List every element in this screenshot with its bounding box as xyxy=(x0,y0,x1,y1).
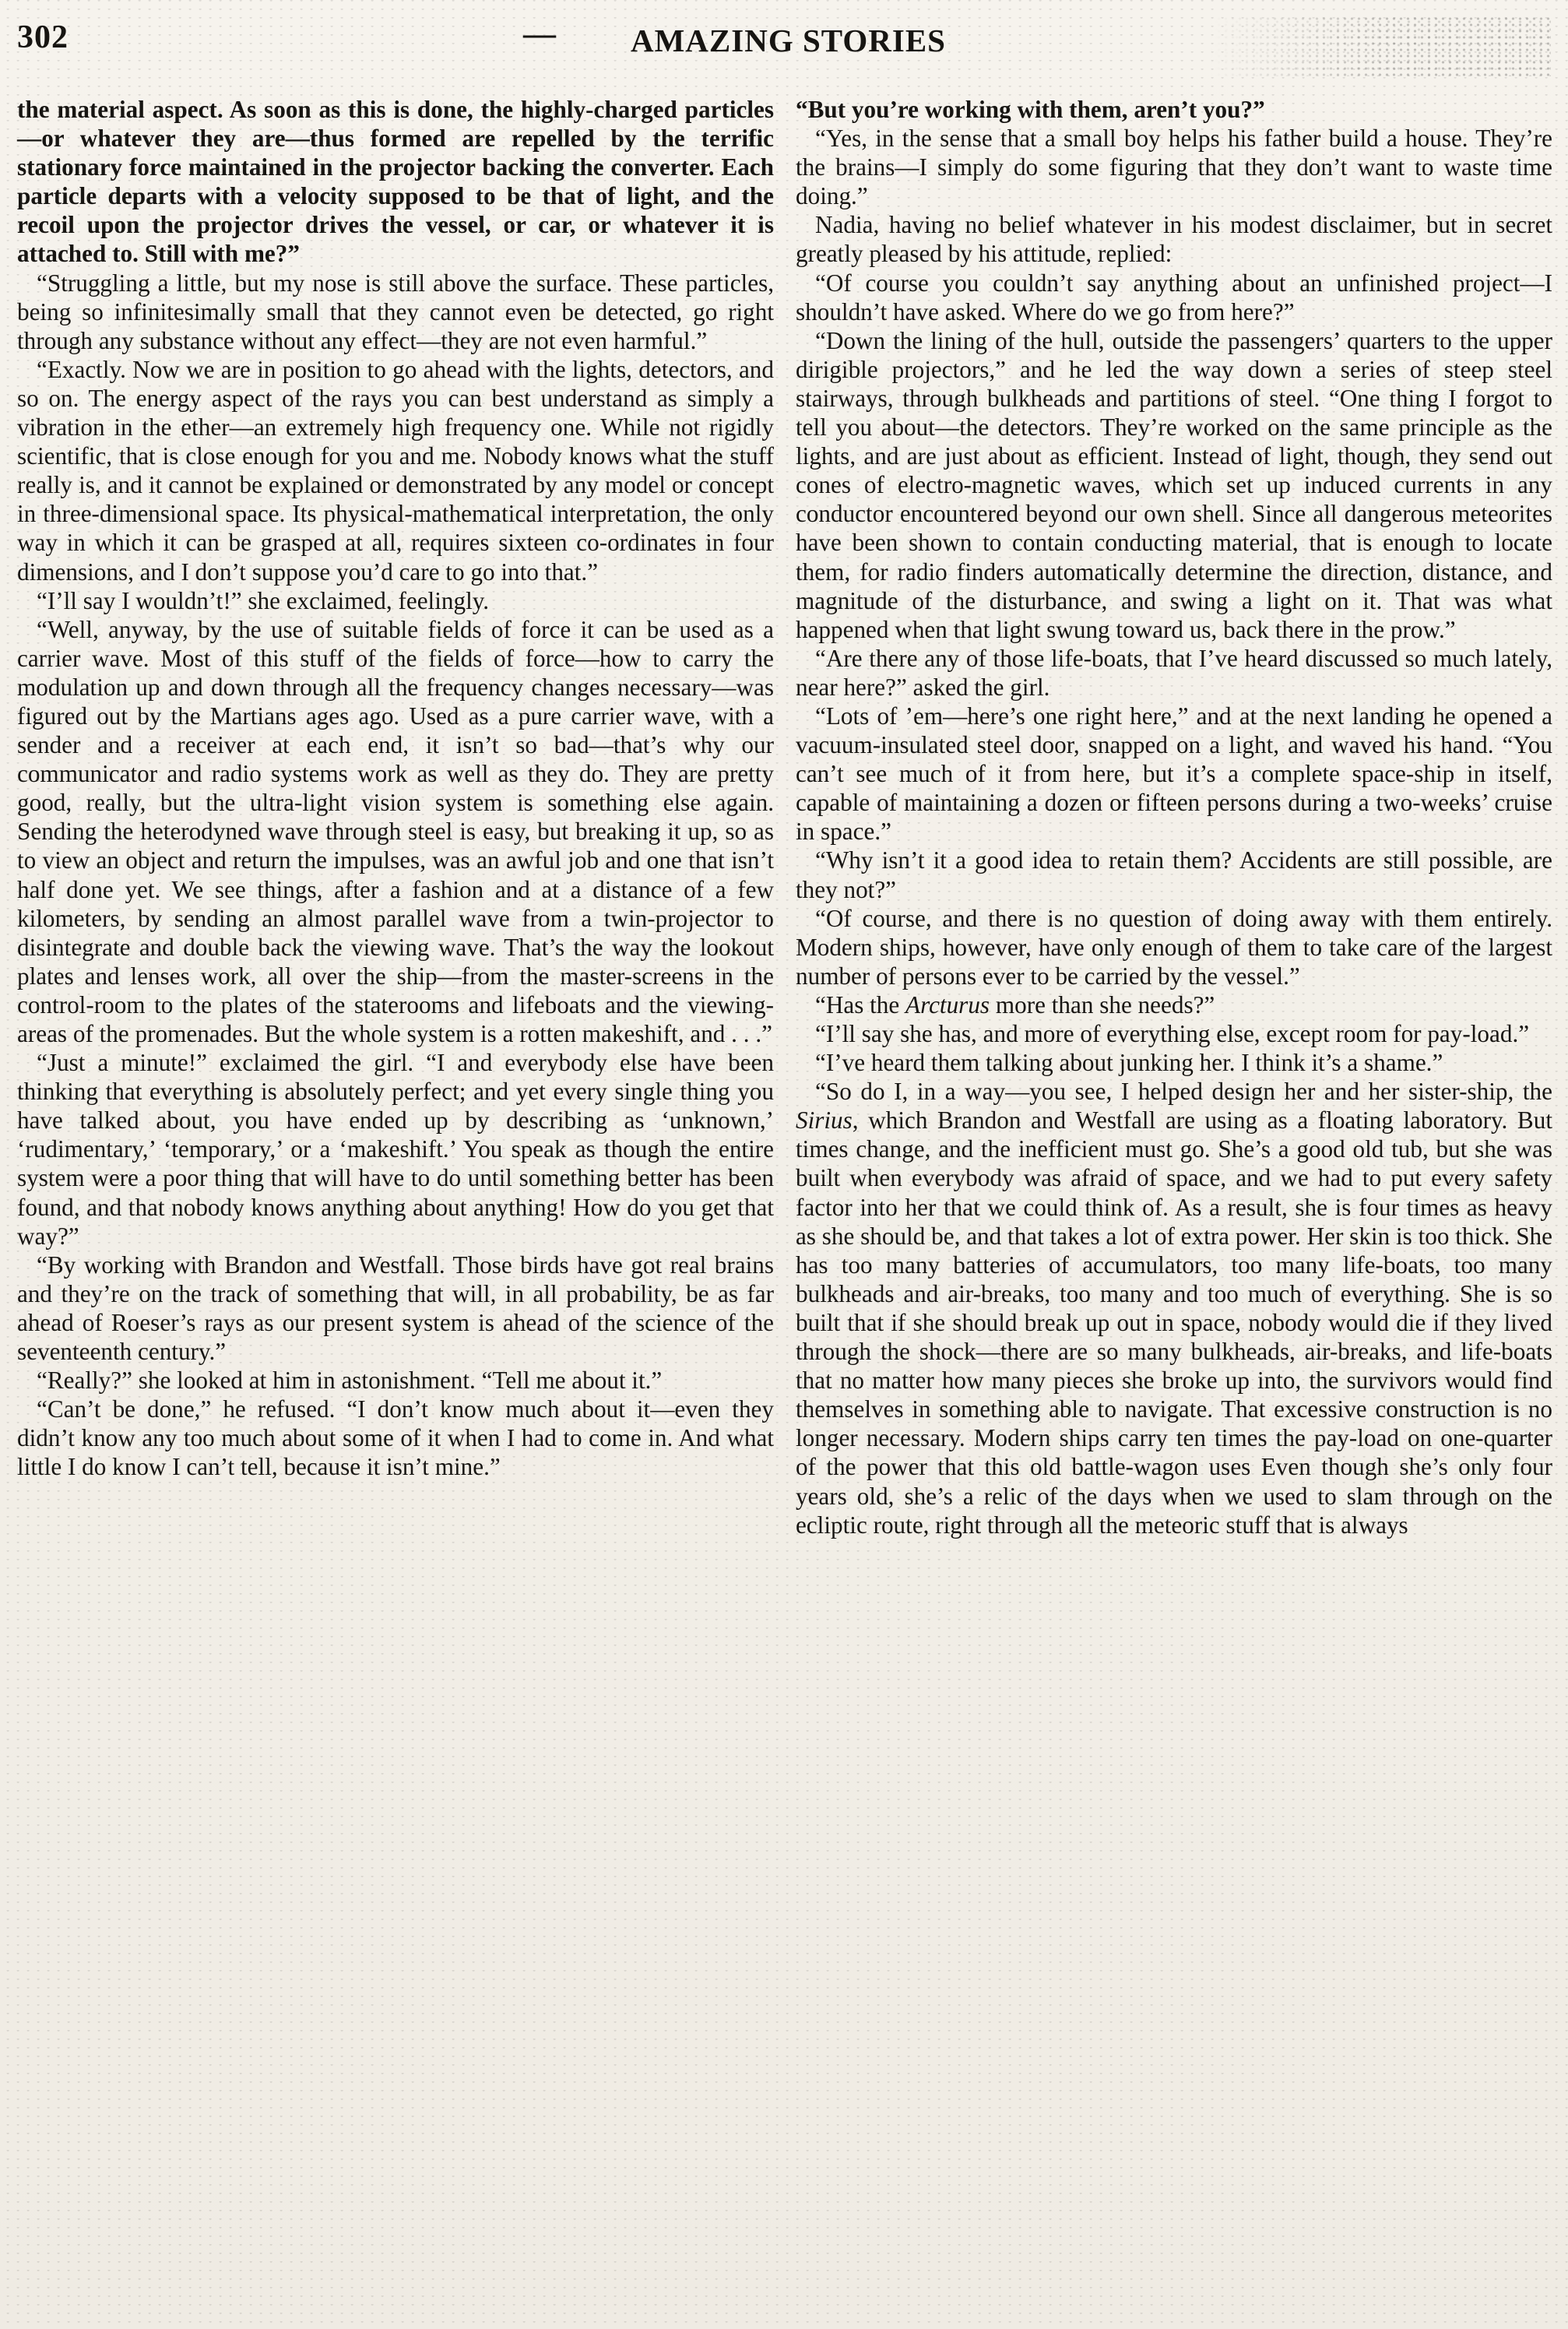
right-paragraph-11: “I’ll say she has, and more of everything else, except room for pay-load.” xyxy=(815,1020,1530,1047)
left-column xyxy=(17,95,774,2314)
right-paragraph-1: “But you’re working with them, aren’t you?” xyxy=(796,96,1265,123)
left-paragraph-5: “Well, anyway, by the use of suitable fields of force it can be used as a carrier wave. Most of this stuff of the fields of force—how to carry the modulation up and down through all the frequency changes necessary—was figured out by the Martians ages ago. Used as a pure carrier wave, with a sender and a receiver at each end, it isn’t so bad—that’s why our communicator and radio systems work as well as they do. They are pretty good, really, but the ultra-light vision system is something else again. Sending the heterodyned wave through steel is easy, but breaking it up, so as to view an object and return the impulses, was an awful job and one that isn’t half done yet. We see things, after a fashion and at a distance of a few kilometers, by sending an almost parallel wave from a twin-projector to disintegrate and double back the viewing wave. That’s the way the lookout plates and lenses work, all over the ship—from the master-screens in the control-room to the plates of the staterooms and lifeboats and the viewing-areas of the promenades. But the whole system is a rotten makeshift, and . . .” xyxy=(17,615,774,1047)
left-paragraph-1: the material aspect. As soon as this is done, the highly-charged particles—or whatever they are—thus formed are repelled by the terrific stationary force maintained in the projector backing the converter. Each particle departs with a velocity supposed to be that of light, and the recoil upon the projector drives the vessel, or car, or whatever it is attached to. Still with me?” xyxy=(17,96,774,268)
right-paragraph-7: “Lots of ’em—here’s one right here,” and at the next landing he opened a vacuum-insulated steel door, snapped on a light, and waved his hand. “You can’t see much of it from here, but it’s a complete space-ship in itself, capable of maintaining a dozen or fifteen persons during a two-weeks’ cruise in space.” xyxy=(796,702,1552,846)
right-paragraph-5: “Down the lining of the hull, outside the passengers’ quarters to the upper dirigible projectors,” and he led the way down a series of steep steel stairways, through bulkheads and partitions of steel. “One thing I forgot to tell you about—the detectors. They’re worked on the same principle as the lights, and are just about as efficient. Instead of light, though, they send out cones of electro-magnetic waves, which set up induced currents in any conductor encountered beyond our own shell. Since all dangerous meteorites have been shown to contain conducting material, that is enough to locate them, for radio finders automatically determine the direction, distance, and magnitude of the disturbance, and swing a light on it. That was what happened when that light swung toward us, back there in the prow.” xyxy=(796,326,1552,643)
left-paragraph-8: “Really?” she looked at him in astonishment. “Tell me about it.” xyxy=(37,1367,663,1395)
right-paragraph-10 xyxy=(796,990,1552,1019)
page-header xyxy=(17,16,1551,79)
arcturus-question-end: more than she needs?” xyxy=(990,990,1215,1018)
left-paragraph-9: “Can’t be done,” he refused. “I don’t know much about it—even they didn’t know any too much about some of it when I had to come in. And what little I do know I can’t tell, because it isn’t mine.” xyxy=(17,1395,774,1481)
left-paragraph-7: “By working with Brandon and Westfall. Those birds have got real brains and they’re on the track of something that will, in all probability, be as far ahead of Roeser’s rays as our present system is ahead of the science of the seventeenth century.” xyxy=(17,1251,774,1366)
right-paragraph-3: Nadia, having no belief whatever in his modest disclaimer, but in secret greatly pleased by his attitude, replied: xyxy=(796,211,1552,268)
sirius-paragraph-start: “So do I, in a way—you see, I helped design her and her sister-ship, the xyxy=(815,1078,1552,1106)
header-dash: — xyxy=(523,16,556,52)
sirius-paragraph-end: , which Brandon and Westfall are using as a floating laboratory. But times change, and the inefficient must go. She’s a good old tub, but she was built when everybody was afraid of space, and we had to put every safety factor into her that we could think of. As a result, she is four times as heavy as she should be, and that takes a lot of extra power. Her skin is too thick. She has too many batteries of accumulators, too many life-boats, too many bulkheads and air-breaks, too many and too much of everything. She is so built that if she should break up out in space, nobody would die if they lived through the shock—there are so many bulkheads, air-breaks, and life-boats that no matter how many pieces she broke up into, the survivors would find themselves in something able to navigate. That excessive construction is no longer necessary. Modern ships carry ten times the pay-load on one-quarter of the power that this old battle-wagon uses Even though she’s only four years old, she’s a relic of the days when we used to slam through on the ecliptic route, right through all the meteoric stuff that is always xyxy=(796,1106,1552,1539)
left-paragraph-2: “Struggling a little, but my nose is still above the surface. These particles, being so infinitesimally small that they cannot even be detected, go right through any substance without any effect—they are not even harmful.” xyxy=(17,269,774,354)
ship-name-sirius: Sirius xyxy=(796,1106,853,1135)
page-number: 302 xyxy=(17,19,69,55)
arcturus-question-start: “Has the xyxy=(815,990,906,1018)
right-paragraph-12: “I’ve heard them talking about junking her. I think it’s a shame.” xyxy=(815,1049,1443,1077)
ship-name-arcturus: Arcturus xyxy=(905,990,990,1018)
left-paragraph-6: “Just a minute!” exclaimed the girl. “I and everybody else have been thinking that everything is absolutely perfect; and yet every single thing you have talked about, you have ended up by describing as ‘unknown,’ ‘rudimentary,’ ‘temporary,’ or a ‘makeshift.’ You speak as though the entire system were a poor thing that will have to do until something better has been found, and that nobody knows anything about anything! How do you get that way?” xyxy=(17,1049,774,1250)
right-paragraph-4: “Of course you couldn’t say anything about an unfinished project—I shouldn’t have asked. Where do we go from here?” xyxy=(796,269,1552,325)
right-column xyxy=(796,95,1552,2314)
right-paragraph-13 xyxy=(796,1077,1552,1539)
print-speckle xyxy=(1208,16,1551,76)
article-columns xyxy=(17,95,1552,2314)
right-paragraph-2: “Yes, in the sense that a small boy helps his father build a house. They’re the brains—I simply do some figuring that they don’t want to waste time doing.” xyxy=(796,125,1552,210)
magazine-title: AMAZING STORIES xyxy=(631,23,946,58)
left-paragraph-3: “Exactly. Now we are in position to go ahead with the lights, detectors, and so on. The energy aspect of the rays you can best understand as simply a vibration in the ether—an extremely high frequency one. While not rigidly scientific, that is close enough for you and me. Nobody knows what the stuff really is, and it cannot be explained or demonstrated by any model or concept in three-dimensional space. Its physical-mathematical interpretation, the only way in which it can be grasped at all, requires sixteen co-ordinates in four dimensions, and I don’t suppose you’d care to go into that.” xyxy=(17,355,774,586)
left-paragraph-4: “I’ll say I wouldn’t!” she exclaimed, feelingly. xyxy=(37,586,490,614)
right-paragraph-8: “Why isn’t it a good idea to retain them? Accidents are still possible, are they not?” xyxy=(796,846,1552,903)
right-paragraph-6: “Are there any of those life-boats, that I’ve heard discussed so much lately, near here?” asked the girl. xyxy=(796,644,1552,701)
right-paragraph-9: “Of course, and there is no question of doing away with them entirely. Modern ships, however, have only enough of them to take care of the largest number of persons ever to be carried by the vessel.” xyxy=(796,904,1552,990)
